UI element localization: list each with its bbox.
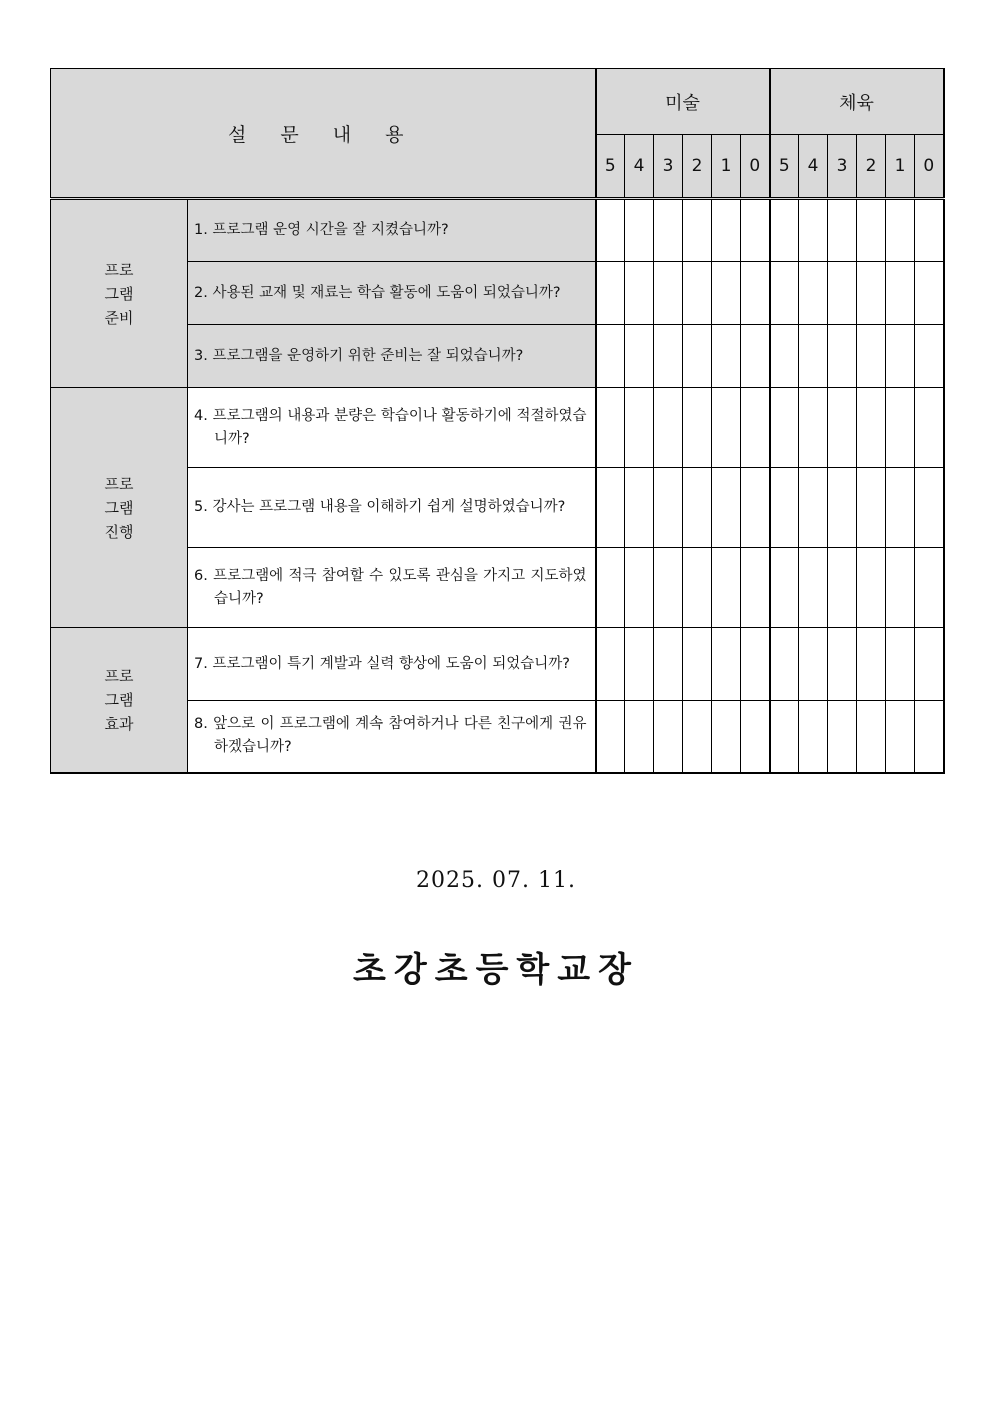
answer-box[interactable] <box>712 628 741 701</box>
answer-box[interactable] <box>683 199 712 262</box>
answer-box[interactable] <box>654 388 683 468</box>
answer-box[interactable] <box>683 388 712 468</box>
answer-box[interactable] <box>828 548 857 628</box>
answer-box[interactable] <box>915 548 944 628</box>
answer-box[interactable] <box>741 262 770 325</box>
question-3: 3. 프로그램을 운영하기 위한 준비는 잘 되었습니까? <box>188 325 596 388</box>
answer-box[interactable] <box>654 701 683 773</box>
answer-box[interactable] <box>915 701 944 773</box>
answer-box[interactable] <box>625 548 654 628</box>
answer-box[interactable] <box>712 548 741 628</box>
answer-box[interactable] <box>625 701 654 773</box>
answer-box[interactable] <box>799 262 828 325</box>
score-art-2: 2 <box>683 135 712 199</box>
answer-box[interactable] <box>712 262 741 325</box>
answer-box[interactable] <box>596 628 625 701</box>
question-5: 5. 강사는 프로그램 내용을 이해하기 쉽게 설명하였습니까? <box>188 468 596 548</box>
answer-box[interactable] <box>741 199 770 262</box>
answer-box[interactable] <box>770 262 799 325</box>
answer-box[interactable] <box>712 701 741 773</box>
answer-box[interactable] <box>741 468 770 548</box>
score-pe-4: 4 <box>799 135 828 199</box>
category-effect: 프로 그램 효과 <box>51 628 188 773</box>
answer-box[interactable] <box>915 628 944 701</box>
answer-box[interactable] <box>799 548 828 628</box>
score-pe-1: 1 <box>886 135 915 199</box>
score-art-3: 3 <box>654 135 683 199</box>
answer-box[interactable] <box>596 701 625 773</box>
answer-box[interactable] <box>683 548 712 628</box>
answer-box[interactable] <box>770 325 799 388</box>
answer-box[interactable] <box>654 548 683 628</box>
answer-box[interactable] <box>857 701 886 773</box>
question-1: 1. 프로그램 운영 시간을 잘 지켰습니까? <box>188 199 596 262</box>
category-progress: 프로 그램 진행 <box>51 388 188 628</box>
answer-box[interactable] <box>799 325 828 388</box>
subject-pe: 체육 <box>770 69 944 135</box>
answer-box[interactable] <box>741 701 770 773</box>
answer-box[interactable] <box>654 199 683 262</box>
subject-art: 미술 <box>596 69 770 135</box>
answer-box[interactable] <box>683 325 712 388</box>
answer-box[interactable] <box>886 468 915 548</box>
answer-box[interactable] <box>886 388 915 468</box>
answer-box[interactable] <box>886 548 915 628</box>
answer-box[interactable] <box>915 468 944 548</box>
answer-box[interactable] <box>857 388 886 468</box>
answer-box[interactable] <box>712 199 741 262</box>
answer-box[interactable] <box>857 262 886 325</box>
answer-box[interactable] <box>683 468 712 548</box>
answer-box[interactable] <box>625 468 654 548</box>
answer-box[interactable] <box>625 262 654 325</box>
answer-box[interactable] <box>654 262 683 325</box>
answer-box[interactable] <box>915 199 944 262</box>
answer-box[interactable] <box>857 468 886 548</box>
answer-box[interactable] <box>857 325 886 388</box>
answer-box[interactable] <box>596 548 625 628</box>
answer-box[interactable] <box>654 468 683 548</box>
survey-table <box>50 68 945 774</box>
answer-box[interactable] <box>596 468 625 548</box>
answer-box[interactable] <box>654 325 683 388</box>
score-pe-0: 0 <box>915 135 944 199</box>
answer-box[interactable] <box>770 628 799 701</box>
answer-box[interactable] <box>799 701 828 773</box>
answer-box[interactable] <box>828 199 857 262</box>
question-7: 7. 프로그램이 특기 계발과 실력 향상에 도움이 되었습니까? <box>188 628 596 701</box>
answer-box[interactable] <box>857 628 886 701</box>
answer-box[interactable] <box>799 199 828 262</box>
question-4: 4. 프로그램의 내용과 분량은 학습이나 활동하기에 적절하였습니까? <box>188 388 596 468</box>
answer-box[interactable] <box>886 628 915 701</box>
answer-box[interactable] <box>915 388 944 468</box>
answer-box[interactable] <box>828 701 857 773</box>
principal-signature: 초강초등학교장 <box>353 950 639 990</box>
answer-box[interactable] <box>596 199 625 262</box>
score-pe-5: 5 <box>770 135 799 199</box>
answer-box[interactable] <box>886 701 915 773</box>
answer-box[interactable] <box>857 548 886 628</box>
answer-box[interactable] <box>886 262 915 325</box>
answer-box[interactable] <box>799 388 828 468</box>
answer-box[interactable] <box>683 628 712 701</box>
answer-box[interactable] <box>596 388 625 468</box>
score-art-5: 5 <box>596 135 625 199</box>
score-pe-3: 3 <box>828 135 857 199</box>
answer-box[interactable] <box>712 468 741 548</box>
answer-box[interactable] <box>712 325 741 388</box>
score-art-1: 1 <box>712 135 741 199</box>
answer-box[interactable] <box>683 701 712 773</box>
category-preparation: 프로 그램 준비 <box>51 199 188 388</box>
answer-box[interactable] <box>770 548 799 628</box>
answer-box[interactable] <box>741 325 770 388</box>
score-pe-2: 2 <box>857 135 886 199</box>
answer-box[interactable] <box>799 468 828 548</box>
answer-box[interactable] <box>741 388 770 468</box>
answer-box[interactable] <box>857 199 886 262</box>
answer-box[interactable] <box>915 262 944 325</box>
answer-box[interactable] <box>828 388 857 468</box>
answer-box[interactable] <box>596 262 625 325</box>
answer-box[interactable] <box>625 388 654 468</box>
answer-box[interactable] <box>915 325 944 388</box>
document-date: 2025. 07. 11. <box>416 868 576 893</box>
answer-box[interactable] <box>625 199 654 262</box>
answer-box[interactable] <box>625 325 654 388</box>
answer-box[interactable] <box>770 468 799 548</box>
answer-box[interactable] <box>886 325 915 388</box>
answer-box[interactable] <box>828 468 857 548</box>
answer-box[interactable] <box>770 199 799 262</box>
answer-box[interactable] <box>770 701 799 773</box>
answer-box[interactable] <box>828 262 857 325</box>
answer-box[interactable] <box>770 388 799 468</box>
answer-box[interactable] <box>828 628 857 701</box>
question-2: 2. 사용된 교재 및 재료는 학습 활동에 도움이 되었습니까? <box>188 262 596 325</box>
answer-box[interactable] <box>799 628 828 701</box>
answer-box[interactable] <box>712 388 741 468</box>
score-art-0: 0 <box>741 135 770 199</box>
question-8: 8. 앞으로 이 프로그램에 계속 참여하거나 다른 친구에게 권유하겠습니까? <box>188 701 596 773</box>
answer-box[interactable] <box>596 325 625 388</box>
answer-box[interactable] <box>683 262 712 325</box>
answer-box[interactable] <box>625 628 654 701</box>
answer-box[interactable] <box>741 628 770 701</box>
answer-box[interactable] <box>741 548 770 628</box>
survey-title: 설 문 내 용 <box>51 69 596 199</box>
score-art-4: 4 <box>625 135 654 199</box>
answer-box[interactable] <box>828 325 857 388</box>
answer-box[interactable] <box>886 199 915 262</box>
question-6: 6. 프로그램에 적극 참여할 수 있도록 관심을 가지고 지도하였습니까? <box>188 548 596 628</box>
answer-box[interactable] <box>654 628 683 701</box>
